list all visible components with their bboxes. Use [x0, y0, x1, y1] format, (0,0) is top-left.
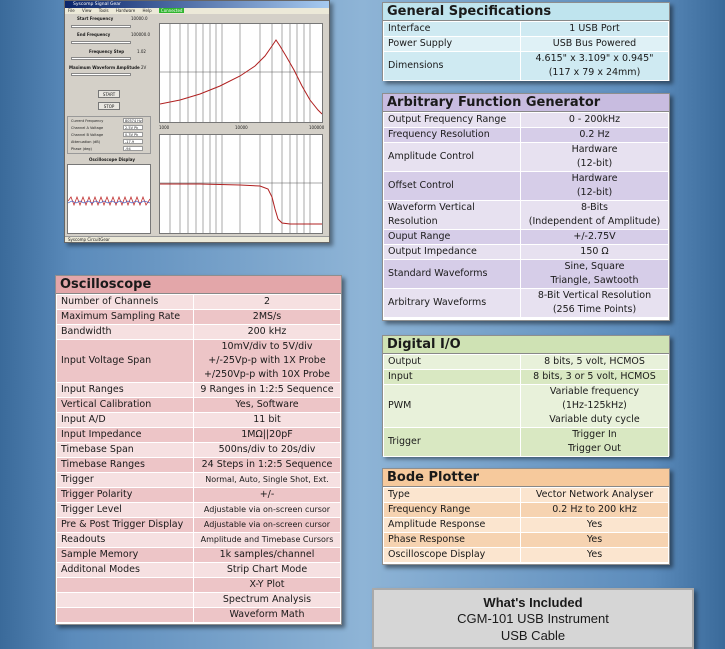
table-row: [57, 578, 341, 593]
spec-label: Vertical Calibration: [57, 398, 194, 413]
spec-label: Standard Waveforms: [384, 260, 521, 289]
spec-value-line: Hardware: [571, 144, 618, 155]
spec-value: Amplitude and Timebase Cursors: [194, 533, 341, 548]
spec-label: [57, 593, 194, 608]
spec-value-line: 8-Bits: [581, 202, 608, 213]
spec-label: Input Ranges: [57, 383, 194, 398]
table-row: [384, 37, 669, 52]
spec-value: 1 USB Port: [521, 22, 669, 37]
spec-value: [521, 172, 669, 201]
menu-view[interactable]: View: [81, 8, 92, 13]
spec-value: Adjustable via on-screen cursor: [194, 503, 341, 518]
panel-title: Arbitrary Function Generator: [383, 94, 669, 112]
spec-label: Offset Control: [384, 172, 521, 201]
spec-label-line: Resolution: [388, 216, 438, 227]
table-row: [57, 383, 341, 398]
spec-value-line: Trigger Out: [567, 443, 621, 454]
table-row: [384, 548, 669, 563]
table-row: [384, 260, 669, 289]
spec-value: [521, 385, 669, 428]
readout-value: 2.5V Pk: [123, 125, 143, 130]
table-row: [384, 128, 669, 143]
spec-value: 0.2 Hz: [521, 128, 669, 143]
spec-value: Waveform Math: [194, 608, 341, 623]
software-screenshot: [64, 0, 330, 243]
spec-value: 11 bit: [194, 413, 341, 428]
spec-label: Number of Channels: [57, 295, 194, 310]
table-row: [57, 443, 341, 458]
panel-title: General Specifications: [383, 3, 669, 21]
digital-io-panel: [382, 335, 670, 456]
spec-label: Sample Memory: [57, 548, 194, 563]
spec-label: Trigger Polarity: [57, 488, 194, 503]
table-row: [384, 52, 669, 81]
start-frequency-slider[interactable]: [71, 25, 131, 28]
table-row: [384, 201, 669, 230]
readout-value: -94: [123, 146, 143, 151]
frequency-step-label: Frequency Step: [89, 49, 125, 54]
panel-title: Bode Plotter: [383, 469, 669, 487]
spec-label: Bandwidth: [57, 325, 194, 340]
table-row: [384, 355, 669, 370]
amplitude-graph: [159, 23, 323, 123]
spec-label: Frequency Resolution: [384, 128, 521, 143]
table-row: [384, 113, 669, 128]
menu-file[interactable]: File: [68, 8, 75, 13]
table-row: [57, 488, 341, 503]
amplitude-plot: [160, 24, 322, 122]
frequency-step-value: 1.02: [137, 49, 146, 54]
app-title: Syscomp Signal Gear: [73, 2, 121, 7]
table-row: [57, 295, 341, 310]
spec-label: [384, 201, 521, 230]
spec-value: 24 Steps in 1:2:5 Sequence: [194, 458, 341, 473]
readout-label: Current Frequency: [71, 119, 104, 123]
spec-label: Pre & Post Trigger Display: [57, 518, 194, 533]
spec-value: 2MS/s: [194, 310, 341, 325]
table-row: [384, 385, 669, 428]
spec-label: Power Supply: [384, 37, 521, 52]
oscilloscope-display-label: Oscilloscope Display: [89, 157, 135, 162]
oscilloscope-display: [67, 164, 151, 234]
spec-value-line: (12-bit): [576, 187, 613, 198]
spec-value: Yes: [521, 533, 669, 548]
spec-value-line: 4.615" x 3.109" x 0.945": [535, 53, 654, 64]
table-row: [57, 340, 341, 383]
included-item: CGM-101 USB Instrument: [457, 611, 609, 626]
spec-label: Output Impedance: [384, 245, 521, 260]
spec-value: [521, 52, 669, 81]
spec-label: Timebase Ranges: [57, 458, 194, 473]
readout-label: Channel B Voltage: [71, 133, 104, 137]
spec-value-line: Variable duty cycle: [549, 414, 640, 425]
spec-label: Amplitude Response: [384, 518, 521, 533]
spec-value-line: 10mV/div to 5V/div: [221, 341, 313, 352]
table-row: [57, 533, 341, 548]
spec-value-line: +/250Vp-p with 10X Probe: [203, 369, 331, 380]
spec-value: Spectrum Analysis: [194, 593, 341, 608]
spec-value: +/-: [194, 488, 341, 503]
table-row: [384, 488, 669, 503]
app-titlebar: [65, 1, 329, 8]
whats-included-title: What's Included: [483, 595, 583, 610]
spec-value-line: (Independent of Amplitude): [528, 216, 661, 227]
spec-label: Input Impedance: [57, 428, 194, 443]
spec-value: [521, 143, 669, 172]
spec-label: Type: [384, 488, 521, 503]
end-frequency-slider[interactable]: [71, 41, 131, 44]
spec-value-line: (117 x 79 x 24mm): [548, 67, 641, 78]
readout-label: Attenuation (dB): [71, 140, 100, 144]
readout-label: Channel A Voltage: [71, 126, 104, 130]
whats-included-box: [372, 588, 694, 649]
table-row: [57, 325, 341, 340]
panel-title: Digital I/O: [383, 336, 669, 354]
start-frequency-value: 10000.0: [131, 16, 148, 21]
spec-value: Yes: [521, 518, 669, 533]
table-row: [57, 563, 341, 578]
spec-label: Readouts: [57, 533, 194, 548]
table-row: [384, 370, 669, 385]
panel-title: Oscilloscope: [56, 276, 341, 294]
spec-label: Output: [384, 355, 521, 370]
app-statusbar: [65, 236, 329, 242]
spec-label: Trigger Level: [57, 503, 194, 518]
spec-label: Trigger: [57, 473, 194, 488]
phase-graph: [159, 134, 323, 234]
spec-label: Input A/D: [57, 413, 194, 428]
phase-plot: [160, 135, 322, 233]
spec-label: Trigger: [384, 428, 521, 457]
start-button[interactable]: START: [98, 90, 120, 98]
spec-value-line: Hardware: [571, 173, 618, 184]
end-frequency-value: 100000.0: [131, 32, 151, 37]
table-row: [57, 593, 341, 608]
table-row: [57, 398, 341, 413]
oscilloscope-waveform: [68, 165, 150, 233]
readout-value: 80574 Hz: [125, 119, 142, 123]
spec-value: 8 bits, 5 volt, HCMOS: [521, 355, 669, 370]
spec-value: USB Bus Powered: [521, 37, 669, 52]
spec-label: PWM: [384, 385, 521, 428]
max-amplitude-value: 2V: [141, 65, 147, 70]
spec-value: 8 bits, 3 or 5 volt, HCMOS: [521, 370, 669, 385]
table-row: [57, 310, 341, 325]
spec-label: Timebase Span: [57, 443, 194, 458]
spec-value: Strip Chart Mode: [194, 563, 341, 578]
graph-tick: 100000: [309, 125, 325, 130]
spec-value: Vector Network Analyser: [521, 488, 669, 503]
spec-label: [57, 578, 194, 593]
table-row: [57, 518, 341, 533]
spec-value: 0.2 Hz to 200 kHz: [521, 503, 669, 518]
spec-label: [57, 608, 194, 623]
menu-tools[interactable]: Tools: [98, 8, 109, 13]
spec-label: Output Frequency Range: [384, 113, 521, 128]
general-specifications-panel: [382, 2, 670, 81]
spec-value-line: (256 Time Points): [552, 304, 637, 315]
readout-panel: [67, 116, 151, 154]
spec-value: 2: [194, 295, 341, 310]
spec-value-line: (1Hz-125kHz): [562, 400, 627, 411]
table-row: [384, 22, 669, 37]
spec-label: Input Voltage Span: [57, 340, 194, 383]
table-row: [57, 608, 341, 623]
spec-value: [521, 201, 669, 230]
spec-value-line: Variable frequency: [549, 386, 640, 397]
spec-value: 1MΩ||20pF: [194, 428, 341, 443]
control-panel: [65, 14, 153, 110]
table-row: [384, 428, 669, 457]
menu-hardware[interactable]: Hardware: [115, 8, 136, 13]
spec-value: 0 - 200kHz: [521, 113, 669, 128]
spec-label: Frequency Range: [384, 503, 521, 518]
graph-tick: 10000: [235, 125, 248, 130]
graph-tick: 1000: [159, 125, 170, 130]
spec-label: Interface: [384, 22, 521, 37]
spec-value: 9 Ranges in 1:2:5 Sequence: [194, 383, 341, 398]
table-row: [384, 230, 669, 245]
readout-label: Phase (deg): [71, 147, 92, 151]
readout-value: 0.3V Pk: [123, 132, 143, 137]
spec-label: Amplitude Control: [384, 143, 521, 172]
max-amplitude-slider[interactable]: [71, 73, 131, 76]
spec-value: Yes: [521, 548, 669, 563]
bode-plotter-panel: [382, 468, 670, 565]
spec-label: Maximum Sampling Rate: [57, 310, 194, 325]
spec-label: Ouput Range: [384, 230, 521, 245]
spec-label-line: Waveform Vertical: [388, 202, 475, 213]
spec-value: 200 kHz: [194, 325, 341, 340]
spec-value-line: Sine, Square: [564, 261, 625, 272]
spec-value: [521, 289, 669, 318]
spec-value-line: Trigger In: [572, 429, 617, 440]
spec-label: Oscilloscope Display: [384, 548, 521, 563]
spec-value: 150 Ω: [521, 245, 669, 260]
spec-value: Normal, Auto, Single Shot, Ext.: [194, 473, 341, 488]
table-row: [384, 503, 669, 518]
table-row: [384, 143, 669, 172]
table-row: [57, 473, 341, 488]
spec-label: Input: [384, 370, 521, 385]
spec-value: [521, 428, 669, 457]
spec-value: [194, 340, 341, 383]
spec-value: X-Y Plot: [194, 578, 341, 593]
spec-label: Additonal Modes: [57, 563, 194, 578]
spec-value: 500ns/div to 20s/div: [194, 443, 341, 458]
stop-button[interactable]: STOP: [98, 102, 120, 110]
spec-value: [521, 260, 669, 289]
table-row: [57, 548, 341, 563]
table-row: [57, 503, 341, 518]
spec-label: Dimensions: [384, 52, 521, 81]
connected-indicator: Connected: [160, 8, 183, 13]
spec-value: +/-2.75V: [521, 230, 669, 245]
spec-value-line: 8-Bit Vertical Resolution: [537, 290, 652, 301]
readout-value: -17.9: [123, 139, 143, 144]
end-frequency-label: End Frequency: [77, 32, 111, 37]
spec-value: 1k samples/channel: [194, 548, 341, 563]
arbitrary-function-generator-panel: [382, 93, 670, 321]
app-status-text: Syscomp CircuitGear: [68, 237, 110, 242]
table-row: [57, 413, 341, 428]
max-amplitude-label: Maximum Waveform Amplitude: [69, 65, 140, 70]
oscilloscope-panel: [55, 275, 342, 625]
start-frequency-label: Start Frequency: [77, 16, 114, 21]
spec-value-line: (12-bit): [576, 158, 613, 169]
table-row: [57, 428, 341, 443]
table-row: [384, 289, 669, 318]
table-row: [384, 172, 669, 201]
included-item: USB Cable: [500, 628, 566, 643]
table-row: [384, 518, 669, 533]
spec-value: Adjustable via on-screen cursor: [194, 518, 341, 533]
spec-label: Arbitrary Waveforms: [384, 289, 521, 318]
table-row: [384, 245, 669, 260]
table-row: [57, 458, 341, 473]
spec-value: Yes, Software: [194, 398, 341, 413]
spec-value-line: Triangle, Sawtooth: [550, 275, 639, 286]
spec-label: Phase Response: [384, 533, 521, 548]
table-row: [384, 533, 669, 548]
menu-help[interactable]: Help: [142, 8, 152, 13]
spec-value-line: +/-25Vp-p with 1X Probe: [208, 355, 326, 366]
frequency-step-slider[interactable]: [71, 57, 131, 60]
